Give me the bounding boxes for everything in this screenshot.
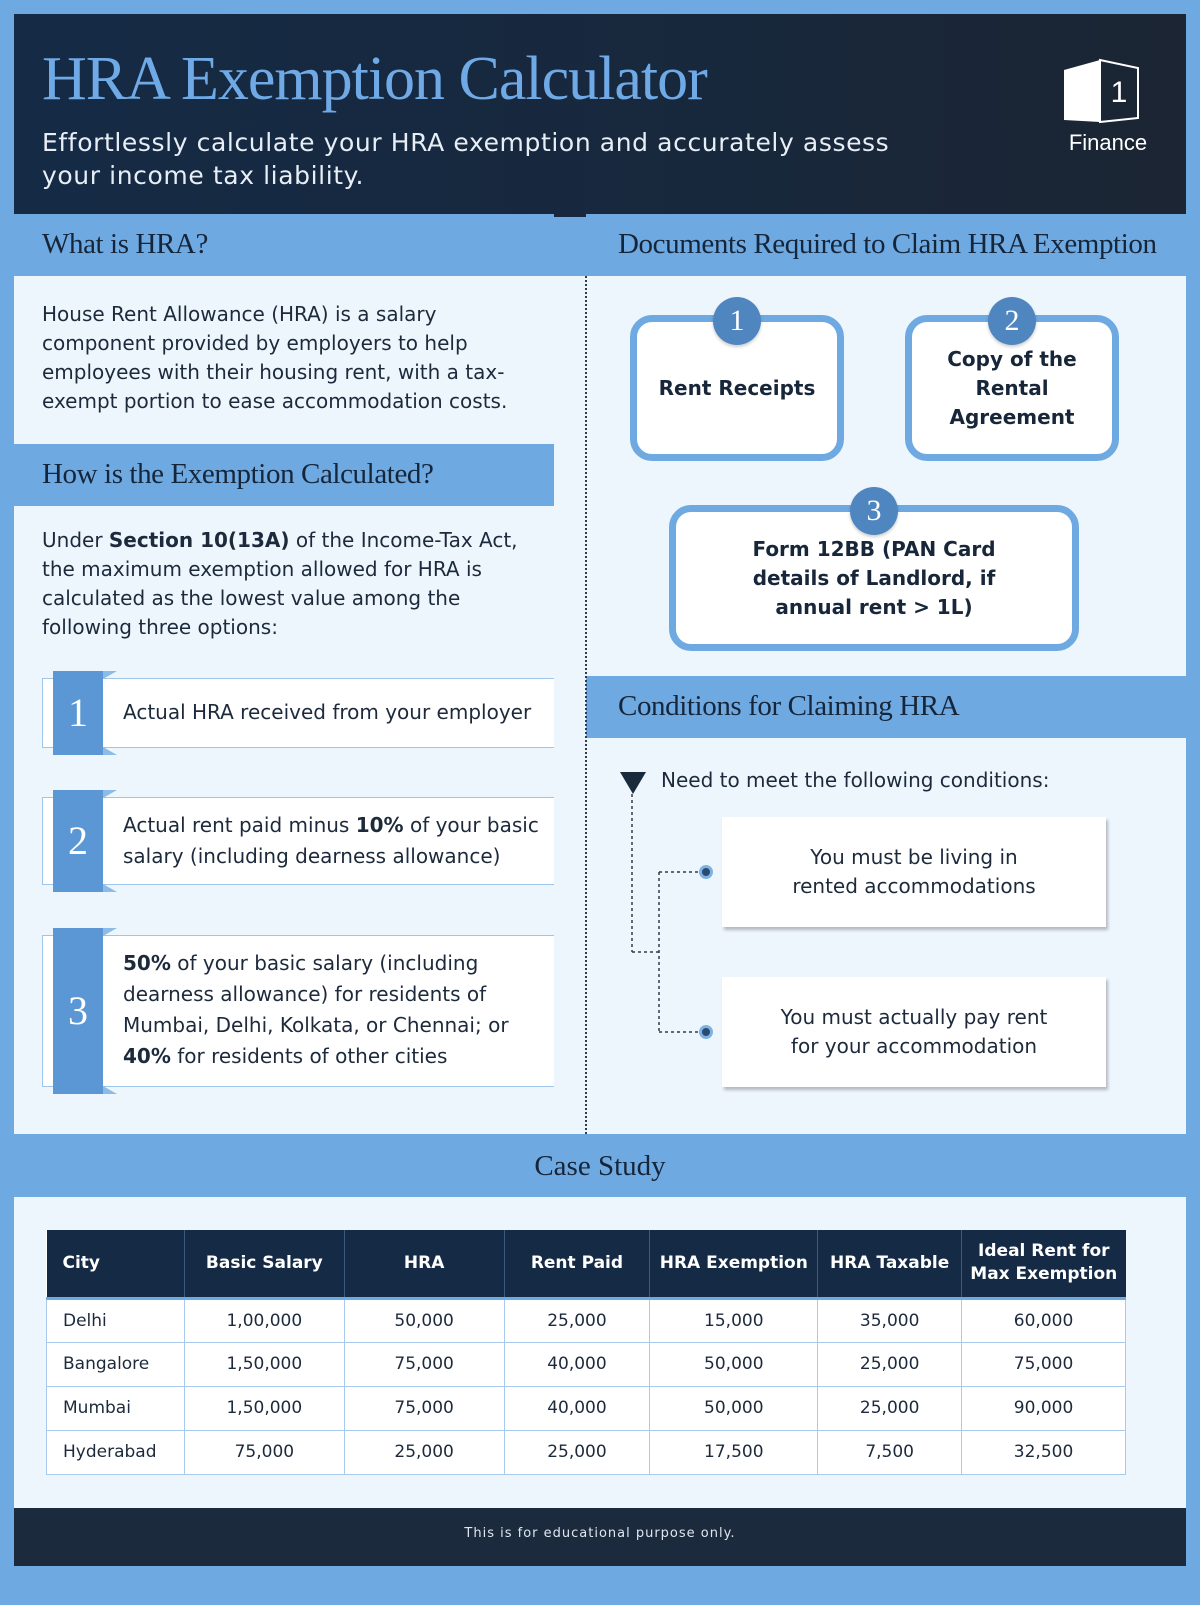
connector-dot-icon bbox=[699, 865, 713, 879]
option-number: 2 bbox=[53, 790, 103, 892]
table-cell: 1,50,000 bbox=[184, 1386, 344, 1430]
what-is-hra-text: House Rent Allowance (HRA) is a salary component provided by employers to help employees with their housing rent, with a tax-exempt portion to ease accommodation costs. bbox=[42, 302, 508, 413]
column-header: HRA Exemption bbox=[650, 1230, 818, 1298]
connector-dot-icon bbox=[699, 1025, 713, 1039]
table-row bbox=[47, 1386, 1126, 1430]
table-cell: Bangalore bbox=[47, 1342, 185, 1386]
table-cell: 75,000 bbox=[344, 1386, 504, 1430]
table-header-row bbox=[47, 1230, 1126, 1298]
condition-text: You must be living in rented accommodations bbox=[792, 845, 1036, 898]
section-title: How is the Exemption Calculated? bbox=[42, 458, 434, 490]
document-label: Rent Receipts bbox=[658, 375, 816, 400]
footer bbox=[14, 1508, 1186, 1566]
column-header: Ideal Rent for Max Exemption bbox=[962, 1230, 1126, 1298]
section-header-documents bbox=[586, 214, 1186, 276]
document-badge-3: 3 bbox=[850, 487, 898, 535]
table-cell: 50,000 bbox=[650, 1386, 818, 1430]
table-row bbox=[47, 1430, 1126, 1474]
condition-card-2 bbox=[722, 977, 1106, 1087]
infographic bbox=[14, 14, 1186, 1591]
table-cell: 40,000 bbox=[504, 1386, 650, 1430]
table-cell: 25,000 bbox=[818, 1386, 962, 1430]
section-header-what-is-hra bbox=[14, 214, 554, 276]
table-cell: 75,000 bbox=[962, 1342, 1126, 1386]
section-title: Conditions for Claiming HRA bbox=[618, 690, 960, 722]
table-cell: 32,500 bbox=[962, 1430, 1126, 1474]
table-cell: 1,50,000 bbox=[184, 1342, 344, 1386]
section-title: Case Study bbox=[534, 1150, 666, 1182]
section-reference: Section 10(13A) bbox=[108, 528, 290, 552]
table-cell: 75,000 bbox=[184, 1430, 344, 1474]
option-card-1 bbox=[42, 678, 568, 748]
column-header: HRA Taxable bbox=[818, 1230, 962, 1298]
column-header: HRA bbox=[344, 1230, 504, 1298]
table-cell: 15,000 bbox=[650, 1298, 818, 1342]
what-is-hra-panel bbox=[14, 276, 554, 444]
table-cell: 7,500 bbox=[818, 1430, 962, 1474]
table-cell: 25,000 bbox=[504, 1430, 650, 1474]
column-divider bbox=[585, 276, 587, 1134]
header bbox=[14, 14, 1186, 217]
document-badge-2: 2 bbox=[988, 297, 1036, 345]
logo-brand-text: Finance bbox=[1068, 130, 1148, 155]
section-header-conditions bbox=[586, 676, 1186, 738]
table-cell: 75,000 bbox=[344, 1342, 504, 1386]
conditions-connector bbox=[614, 794, 724, 1054]
condition-card-1 bbox=[722, 817, 1106, 927]
table-cell: 25,000 bbox=[504, 1298, 650, 1342]
table-row bbox=[47, 1298, 1126, 1342]
brand-logo bbox=[1060, 58, 1160, 168]
column-header: Basic Salary bbox=[184, 1230, 344, 1298]
option-text: Actual rent paid minus 10% of your basic salary (including dearness allowance) bbox=[123, 813, 539, 868]
table-cell: 90,000 bbox=[962, 1386, 1126, 1430]
section-title: What is HRA? bbox=[42, 228, 208, 260]
case-study-table bbox=[46, 1230, 1126, 1475]
option-number: 3 bbox=[53, 928, 103, 1094]
section-header-how-calculated bbox=[14, 444, 554, 506]
table-cell: 25,000 bbox=[818, 1342, 962, 1386]
table-cell: 35,000 bbox=[818, 1298, 962, 1342]
condition-text: You must actually pay rent for your accommodation bbox=[780, 1005, 1048, 1058]
table-cell: 40,000 bbox=[504, 1342, 650, 1386]
table-row bbox=[47, 1342, 1126, 1386]
page-subtitle: Effortlessly calculate your HRA exemption and accurately assess your income tax liability. bbox=[42, 128, 890, 190]
table-cell: 50,000 bbox=[650, 1342, 818, 1386]
logo-number: 1 bbox=[1110, 76, 1128, 109]
how-calculated-panel bbox=[14, 506, 586, 1134]
table-cell: 1,00,000 bbox=[184, 1298, 344, 1342]
option-text: 50% of your basic salary (including dearness allowance) for residents of Mumbai, Delhi, Kolkata, or Chennai; or 40% for residents of other cities bbox=[123, 951, 509, 1068]
option-text: Actual HRA received from your employer bbox=[123, 700, 532, 724]
table-cell: 17,500 bbox=[650, 1430, 818, 1474]
document-label: Form 12BB (PAN Card details of Landlord, if annual rent > 1L) bbox=[752, 536, 996, 619]
column-header: Rent Paid bbox=[504, 1230, 650, 1298]
book-logo-icon bbox=[1060, 58, 1140, 128]
option-card-3 bbox=[42, 935, 568, 1087]
table-cell: 25,000 bbox=[344, 1430, 504, 1474]
triangle-marker-icon bbox=[620, 772, 646, 794]
table-cell: Delhi bbox=[47, 1298, 185, 1342]
page-title: HRA Exemption Calculator bbox=[42, 45, 707, 113]
disclaimer-text: This is for educational purpose only. bbox=[464, 1526, 736, 1541]
section-header-case-study bbox=[14, 1134, 1186, 1197]
table-cell: Hyderabad bbox=[47, 1430, 185, 1474]
table-cell: 50,000 bbox=[344, 1298, 504, 1342]
column-header: City bbox=[47, 1230, 185, 1298]
document-label: Copy of the Rental Agreement bbox=[947, 346, 1077, 429]
table-cell: Mumbai bbox=[47, 1386, 185, 1430]
document-badge-1: 1 bbox=[713, 297, 761, 345]
section-title: Documents Required to Claim HRA Exemption bbox=[618, 228, 1157, 260]
table-cell: 60,000 bbox=[962, 1298, 1126, 1342]
option-card-2 bbox=[42, 797, 568, 885]
conditions-intro: Need to meet the following conditions: bbox=[661, 768, 1050, 792]
option-number: 1 bbox=[53, 671, 103, 755]
how-calculated-intro: Under Section 10(13A) of the Income-Tax Act, the maximum exemption allowed for HRA is calculated as the lowest value among the following three options: bbox=[42, 528, 518, 639]
